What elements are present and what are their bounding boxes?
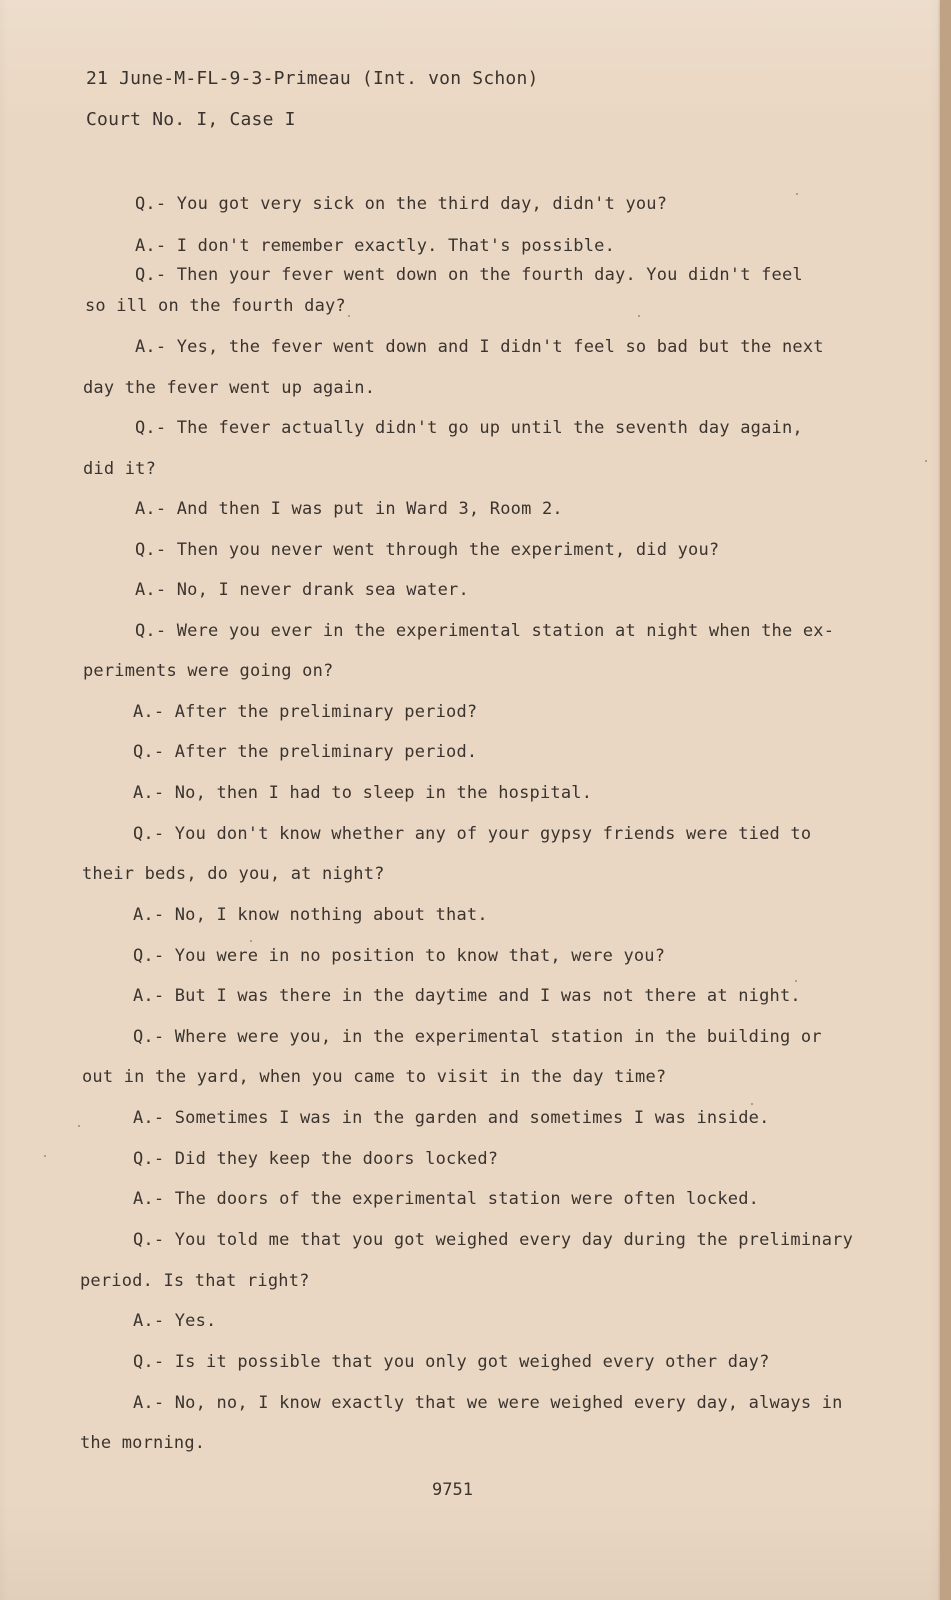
transcript-line: out in the yard, when you came to visit in the day time?	[82, 1067, 667, 1087]
transcript-line: Q.- Did they keep the doors locked?	[133, 1149, 499, 1169]
transcript-line: Q.- The fever actually didn't go up until the seventh day again,	[135, 418, 803, 438]
paper-speck	[795, 980, 797, 982]
transcript-line: did it?	[83, 459, 157, 479]
page-edge-shadow	[940, 0, 951, 1600]
transcript-line: A.- But I was there in the daytime and I was not there at night.	[133, 986, 801, 1006]
transcript-line: A.- The doors of the experimental station were often locked.	[133, 1189, 760, 1209]
paper-speck	[250, 940, 252, 942]
transcript-line: Q.- Then your fever went down on the fourth day. You didn't feel	[135, 265, 803, 285]
transcript-line: A.- No, then I had to sleep in the hospital.	[133, 783, 593, 803]
transcript-line: A.- Sometimes I was in the garden and sometimes I was inside.	[133, 1108, 770, 1128]
transcript-line: day the fever went up again.	[83, 378, 376, 398]
transcript-line: A.- No, no, I know exactly that we were weighed every day, always in	[133, 1393, 843, 1413]
transcript-line: the morning.	[80, 1433, 206, 1453]
transcript-line: A.- After the preliminary period?	[133, 702, 478, 722]
transcript-line: so ill on the fourth day?	[85, 296, 346, 316]
transcript-line: Q.- Then you never went through the experiment, did you?	[135, 540, 720, 560]
paper-speck	[796, 193, 798, 195]
transcript-line: period. Is that right?	[80, 1271, 310, 1291]
transcript-line: Q.- You told me that you got weighed every day during the preliminary	[133, 1230, 854, 1250]
header-session-line: 21 June-M-FL-9-3-Primeau (Int. von Schon)	[86, 68, 539, 89]
paper-speck	[925, 460, 927, 462]
paper-speck	[44, 1155, 46, 1157]
transcript-line: A.- Yes, the fever went down and I didn't feel so bad but the next	[135, 337, 824, 357]
transcript-line: A.- Yes.	[133, 1311, 217, 1331]
paper-speck	[638, 315, 640, 317]
transcript-line: Q.- You got very sick on the third day, didn't you?	[135, 194, 668, 214]
transcript-line: their beds, do you, at night?	[82, 864, 385, 884]
transcript-line: A.- And then I was put in Ward 3, Room 2.	[135, 499, 563, 519]
transcript-line: Q.- Were you ever in the experimental station at night when the ex-	[135, 621, 835, 641]
paper-speck	[348, 315, 350, 317]
paper-speck	[78, 1125, 80, 1127]
transcript-line: A.- No, I never drank sea water.	[135, 580, 469, 600]
transcript-line: periments were going on?	[83, 661, 334, 681]
transcript-line: A.- I don't remember exactly. That's possible.	[135, 236, 616, 256]
transcript-line: Q.- After the preliminary period.	[133, 742, 478, 762]
paper-speck	[751, 1103, 753, 1105]
transcript-line: Q.- Is it possible that you only got weighed every other day?	[133, 1352, 770, 1372]
page-number: 9751	[432, 1480, 473, 1500]
header-court-line: Court No. I, Case I	[86, 109, 296, 130]
transcript-line: Q.- You were in no position to know that, were you?	[133, 946, 666, 966]
transcript-line: A.- No, I know nothing about that.	[133, 905, 488, 925]
transcript-line: Q.- Where were you, in the experimental station in the building or	[133, 1027, 822, 1047]
transcript-line: Q.- You don't know whether any of your gypsy friends were tied to	[133, 824, 812, 844]
